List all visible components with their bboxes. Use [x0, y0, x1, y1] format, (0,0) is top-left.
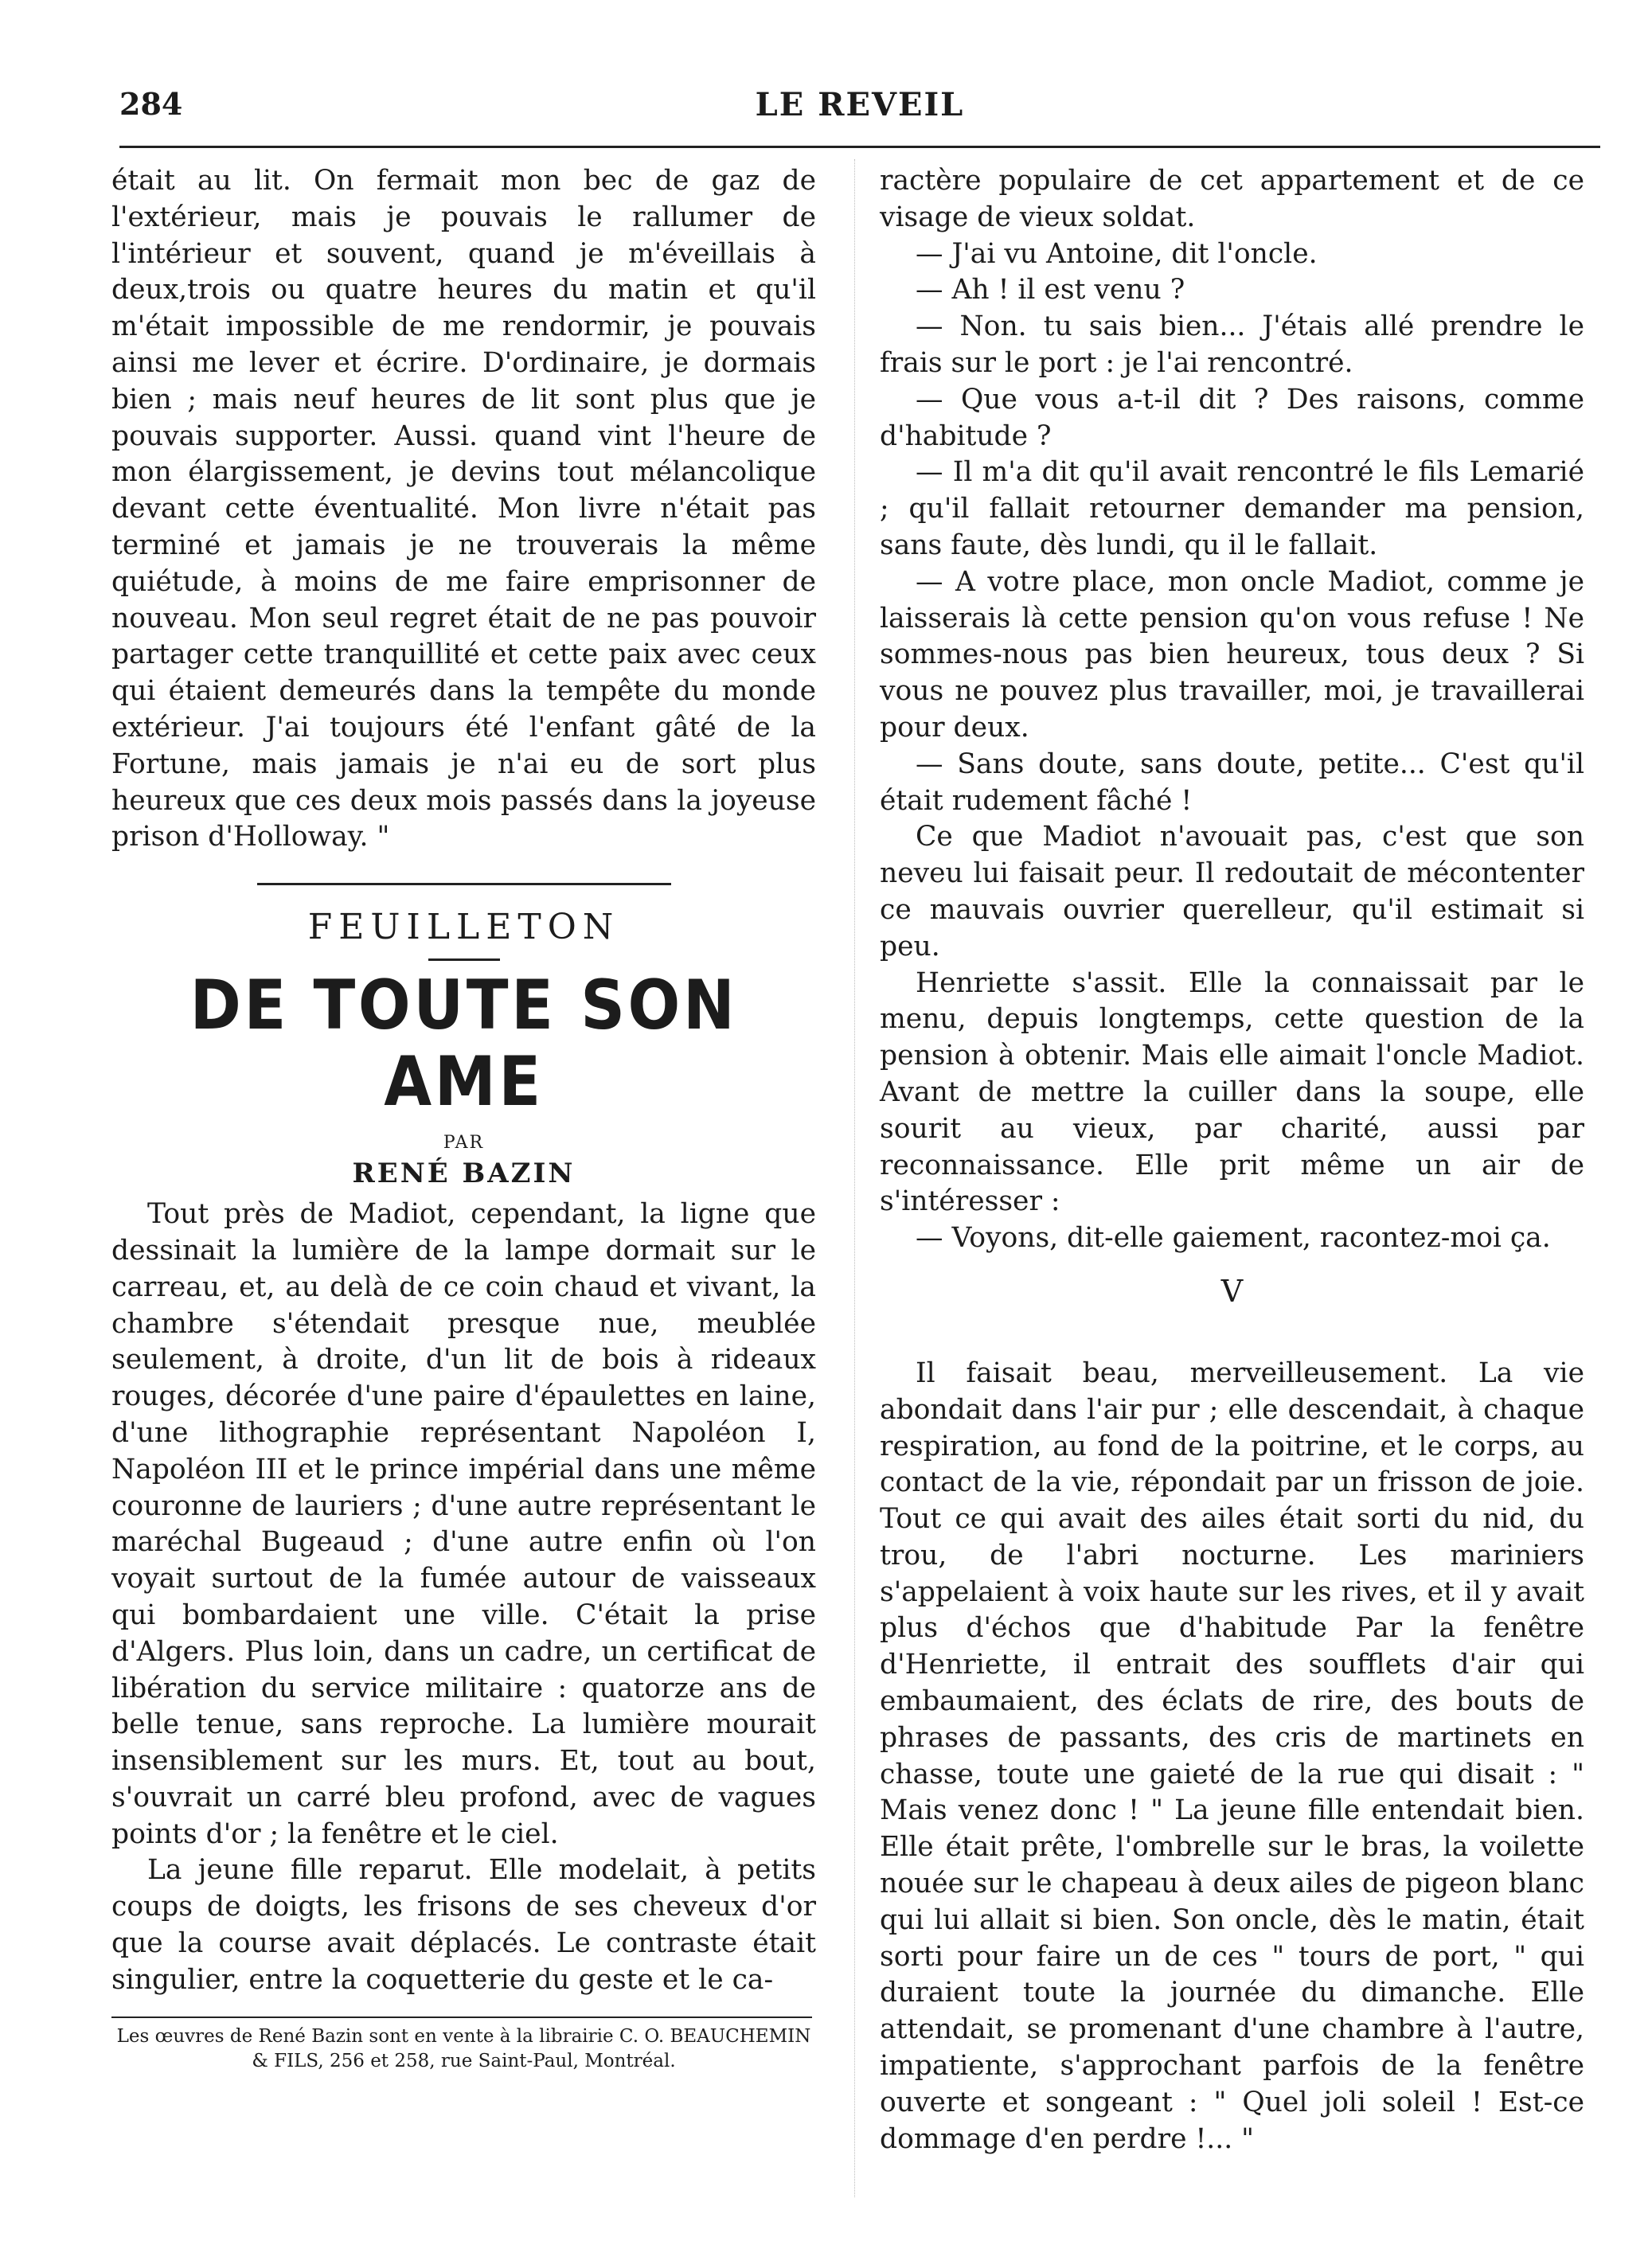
story-paragraph: Henriette s'assit. Elle la connaissait par le menu, depuis longtemps, cette question de la pension à obtenir. Mais elle aimait l'oncle Madiot. Avant de mettre la cuiller dans la soupe, elle sourit au vieux, par charité, aussi par reconnaissance. Elle prit même un air de s'intéresser :	[880, 966, 1584, 1218]
right-column	[880, 163, 1584, 2157]
story-paragraph: Tout près de Madiot, cependant, la ligne que dessinait la lumière de la lampe dormait sur le carreau, et, au delà de ce coin chaud et vivant, la chambre s'étendait presque nue, meublée seulement, à droite, d'un lit de bois à rideaux rouges, décorée d'une paire d'épaulettes en laine, d'une lithographie représentant Napoléon I, Napoléon III et le prince impérial dans une même couronne de lauriers ; d'une autre représentant le maréchal Bugeaud ; d'une autre enfin où l'on voyait surtout de la fumée autour de vaisseaux qui bombardaient une ville. C'était la prise d'Algers. Plus loin, dans un cadre, un certificat de libération du service militaire : quatorze ans de belle tenue, sans reproche. La lumière mourait insensiblement sur les murs. Et, tout au bout, s'ouvrait un carré bleu profond, avec de vagues points d'or ; la fenêtre et le ciel.	[111, 1198, 816, 1850]
section-label: FEUILLETON	[307, 907, 620, 948]
chapter-numeral: V	[1220, 1273, 1244, 1309]
dialogue-line: — Non. tu sais bien... J'étais allé prendre le frais sur le port : je l'ai rencontré.	[880, 310, 1584, 379]
dialogue-line: — Que vous a-t-il dit ? Des raisons, comme d'habitude ?	[880, 383, 1584, 452]
story-paragraph: ractère populaire de cet appartement et de ce visage de vieux soldat.	[880, 165, 1584, 233]
story-paragraph: La jeune fille reparut. Elle modelait, à petits coups de doigts, les frisons de ses cheveux d'or que la course avait déplacés. Le contraste était singulier, entre la coquetterie du geste et le ca-	[111, 1854, 816, 1996]
intro-paragraph: était au lit. On fermait mon bec de gaz de l'extérieur, mais je pouvais le rallumer de l'intérieur et souvent, quand je m'éveillais à deux,trois ou quatre heures du matin et qu'il m'était impossible de me rendormir, je pouvais ainsi me lever et écrire. D'ordinaire, je dormais bien ; mais neuf heures de lit sont plus que je pouvais supporter. Aussi. quand vint l'heure de mon élargissement, je devins tout mélancolique devant cette éventualité. Mon livre n'était pas terminé et jamais je ne trouverais la même quiétude, à moins de me faire emprisonner de nouveau. Mon seul regret était de ne pas pouvoir partager cette tranquillité et cette paix avec ceux qui étaient demeurés dans la tempête du monde extérieur. J'ai toujours été l'enfant gâté de la Fortune, mais jamais je n'ai eu de sort plus heureux que ces deux mois passés dans la joyeuse prison d'Holloway. "	[111, 165, 816, 853]
dialogue-line: — Sans doute, sans doute, petite... C'est qu'il était rudement fâché !	[880, 748, 1584, 817]
story-paragraph: Ce que Madiot n'avouait pas, c'est que son neveu lui faisait peur. Il redoutait de mécontenter ce mauvais ouvrier querelleur, qu'il estimait si peu.	[880, 821, 1584, 962]
section-separator	[257, 883, 671, 885]
dialogue-line: — Voyons, dit-elle gaiement, racontez-moi ça.	[916, 1222, 1551, 1255]
story-title: DE TOUTE SON AME	[189, 966, 738, 1122]
dialogue-line: — Ah ! il est venu ?	[916, 274, 1185, 306]
byline-author: RENÉ BAZIN	[352, 1158, 576, 1190]
left-column	[111, 163, 816, 2074]
footnote: Les œuvres de René Bazin sont en vente à la librairie C. O. BEAUCHEMIN & FILS, 256 et 258, rue Saint-Paul, Montréal.	[116, 2025, 811, 2071]
column-divider	[854, 159, 855, 2197]
header-rule	[119, 146, 1600, 148]
dialogue-line: — J'ai vu Antoine, dit l'oncle.	[916, 237, 1318, 270]
page-number: 284	[119, 86, 183, 122]
footnote-rule	[111, 2017, 812, 2018]
journal-title: LE REVEIL	[755, 86, 965, 123]
title-rule	[428, 958, 500, 961]
page-header	[119, 86, 1600, 134]
story-paragraph: Il faisait beau, merveilleusement. La vie abondait dans l'air pur ; elle descendait, à chaque respiration, au fond de la poitrine, et le corps, au contact de la vie, répondait par un frisson de joie. Tout ce qui avait des ailes était sorti du nid, du trou, de l'abri nocturne. Les mariniers s'appelaient à voix haute sur les rives, et il y avait plus d'échos que d'habitude Par la fenêtre d'Henriette, il entrait des soufflets d'air qui embaumaient, des éclats de rire, des bouts de phrases de passants, des cris de martinets en chasse, toute une gaieté de la rue qui disait : " Mais venez donc ! " La jeune fille entendait bien. Elle était prête, l'ombrelle sur le bras, la voilette nouée sur le chapeau à deux ailes de pigeon blanc qui lui allait si bien. Son oncle, dès le matin, était sorti pour faire un de ces " tours de port, " qui duraient toute la journée du dimanche. Elle attendait, se promenant d'une chambre à l'autre, impatiente, s'approchant parfois de la fenêtre ouverte et songeant : " Quel joli soleil ! Est-ce dommage d'en perdre !... "	[880, 1357, 1584, 2155]
byline-par: PAR	[443, 1133, 485, 1154]
dialogue-line: — A votre place, mon oncle Madiot, comme je laisserais là cette pension qu'on vous refuse ! Ne sommes-nous pas bien heureux, tous deux ? Si vous ne pouvez plus travailler, moi, je travaillerai pour deux.	[880, 565, 1584, 744]
dialogue-line: — Il m'a dit qu'il avait rencontré le fils Lemarié ; qu'il fallait retourner demander ma pension, sans faute, dès lundi, qu il le fallait.	[880, 456, 1584, 561]
